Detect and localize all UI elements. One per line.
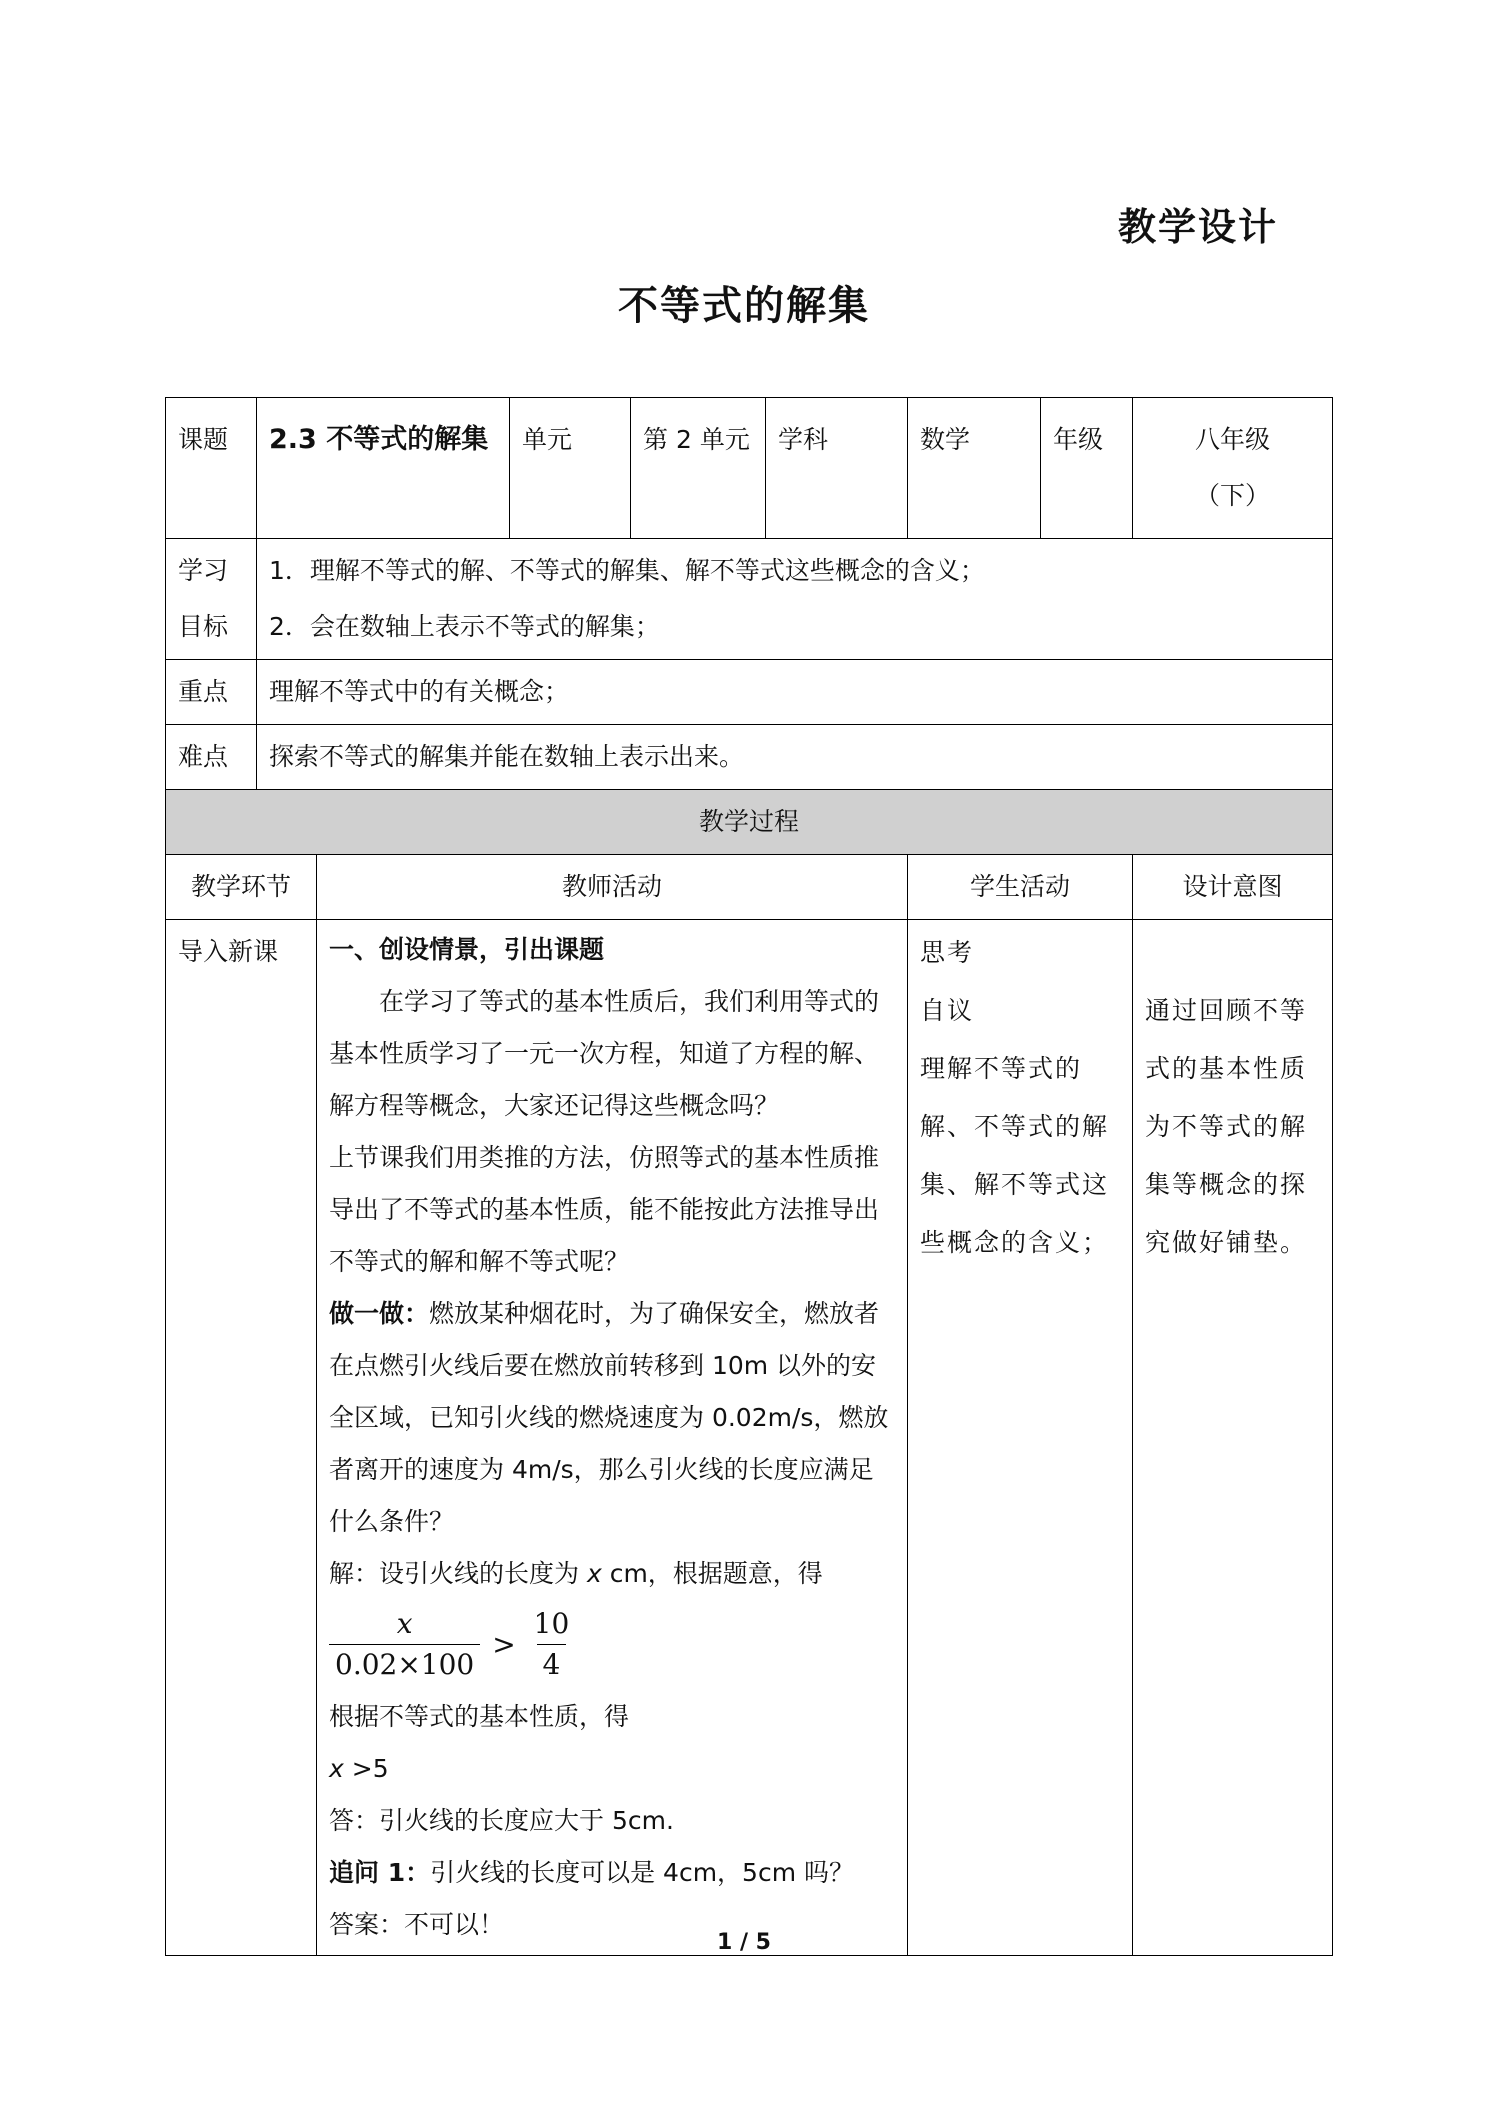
student-item: 理解不等式的解、不等式的解集、解不等式这些概念的含义； [920,1054,1110,1257]
column-header-stage: 教学环节 [166,855,317,920]
difficulty-value: 探索不等式的解集并能在数轴上表示出来。 [257,725,1333,790]
difficulty-row [166,725,1333,790]
left-numerator: x [396,1607,413,1640]
column-header-intent: 设计意图 [1133,855,1333,920]
grade-value-line1: 八年级 [1195,425,1271,454]
grade-value [1133,398,1333,539]
document-type-label: 教学设计 [1118,205,1279,249]
objectives-value [257,539,1333,660]
solution-prefix: 解：设引火线的长度为 [329,1559,587,1588]
process-content-row [166,920,1333,1956]
left-fraction [329,1604,480,1685]
page-number: 1 / 5 [717,1930,771,1955]
intro-paragraph: 在学习了等式的基本性质后，我们利用等式的基本性质学习了一元一次方程，知道了方程的解、解方程等概念，大家还记得这些概念吗？ [329,987,880,1120]
objectives-row [166,539,1333,660]
design-intent-text: 通过回顾不等式的基本性质为不等式的解集等概念的探究做好铺垫。 [1145,996,1308,1257]
column-header-teacher: 教师活动 [317,855,908,920]
followup-question [329,1847,895,1899]
solution-suffix: cm，根据题意，得 [601,1559,823,1588]
unit-label: 单元 [510,398,631,539]
basic-info-row [166,398,1333,539]
answer-line: 答：引火线的长度应大于 5cm. [329,1806,674,1835]
objectives-label-line1: 学习 [178,556,229,585]
right-numerator: 10 [533,1607,570,1640]
column-header-student: 学生活动 [908,855,1133,920]
process-header-row [166,855,1333,920]
greater-than-sign: > [492,1628,516,1661]
subject-label: 学科 [766,398,908,539]
student-activity-cell [908,920,1133,1956]
review-paragraph: 上节课我们用类推的方法，仿照等式的基本性质推导出了不等式的基本性质，能不能按此方法推导出不等式的解和解不等式呢？ [329,1143,880,1276]
followup-label: 追问 1： [329,1858,431,1887]
teacher-activity-cell [317,920,908,1956]
objectives-label [166,539,257,660]
objective-item: 1．理解不等式的解、不等式的解集、解不等式这些概念的含义； [269,556,985,585]
grade-value-line2: （下） [1195,481,1271,510]
objective-item: 2．会在数轴上表示不等式的解集； [269,612,660,641]
intent-spacer [1145,924,1320,982]
student-item: 思考 [920,938,975,967]
grade-label: 年级 [1041,398,1133,539]
objectives-label-line2: 目标 [178,612,229,641]
process-title: 教学过程 [166,790,1333,855]
solution-line [329,1548,895,1600]
result-variable: x [329,1754,344,1783]
result-line [329,1743,895,1795]
activity-paragraph [329,1288,895,1548]
activity-label: 做一做： [329,1299,430,1328]
result-rest: >5 [343,1754,389,1783]
right-denominator: 4 [537,1644,567,1685]
key-point-label: 重点 [166,660,257,725]
document-title: 不等式的解集 [618,283,870,329]
followup-answer: 答案：不可以！ [329,1910,505,1939]
key-point-row [166,660,1333,725]
key-point-value: 理解不等式中的有关概念； [257,660,1333,725]
right-fraction [528,1604,576,1685]
lesson-value: 2.3 不等式的解集 [257,398,510,539]
difficulty-label: 难点 [166,725,257,790]
property-line: 根据不等式的基本性质，得 [329,1702,630,1731]
followup-text: 引火线的长度可以是 4cm，5cm 吗？ [430,1858,855,1887]
process-title-row [166,790,1333,855]
design-intent-cell [1133,920,1333,1956]
lesson-label: 课题 [166,398,257,539]
left-denominator: 0.02×100 [329,1644,480,1685]
activity-text: 燃放某种烟花时，为了确保安全，燃放者在点燃引火线后要在燃放前转移到 10m 以外的安全区域，已知引火线的燃烧速度为 0.02m/s，燃放者离开的速度为 4m/s，那么引火线的长度应满足什么条件？ [329,1299,889,1536]
stage-cell: 导入新课 [166,920,317,1956]
solution-variable: x [586,1559,602,1588]
section-heading: 一、创设情景，引出课题 [329,935,605,964]
lesson-plan-table [165,397,1333,1956]
subject-value: 数学 [908,398,1041,539]
unit-value: 第 2 单元 [631,398,766,539]
inequality-formula [329,1600,895,1691]
student-item: 自议 [920,996,975,1025]
